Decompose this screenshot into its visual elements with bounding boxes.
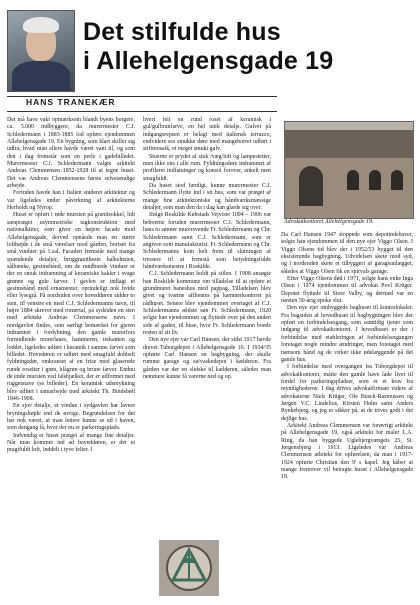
author-byline: HANS TRANEKÆR bbox=[26, 97, 116, 107]
paragraph: hvert felt en rund roset af keramisk i gul/gulbrunfarve, en hel unik detalje. Gulvet på indgangsrepsen er belagt med italiensk terrazzo, endvidere ses smukke døre med mangeborret udført i stiftmosaik, et meget smukt gulv. bbox=[143, 117, 271, 153]
text-column-1 bbox=[7, 117, 135, 455]
mason-emblem-image bbox=[159, 540, 219, 596]
paragraph: Den nye ejer ombyggede baghuset til kontorlokaler. Fra bagsiden af hovedhuset til bagbygningen blev der opført en forbindelsesgang, som samtidig tjener som indgang til advokatkontoret. I hovedhuset er der i forbindelse med etableringen af forbindelsesgangen foretaget nogle mindre ændringer, men foretaget med nænsom hånd og de virker ikke ødelæggende på det gamle hus. bbox=[281, 305, 413, 363]
paragraph: Huset er opført i røde mursten på granitsokkel, lidt sænpræget usymmetriske tagkonstruktion med nationalkitter, som giver en højere facade mod Allehelgensgade, derved opnåede man en større lofthøjde i de små værelser mod gården, bortset fra små vinduer på 1.sal. Facaden fremstår med mange spændende detaljer, bruggranitheste halkehtsten, sålbænke, gesimsbånd, om de rundbuede vinduer er der en smuk indramning af keramiske kakler i svage grønne og gule farver. I gavlen er indlagt et gesimsbånd med ornamenter, oprindeligt nok hvide eller lysegrå. På nordsiden over hoveddøren sidder to sten, til venstre en med C.J. Schledermanns navn, til højre 1884 skrevet med romertal, på sydsiden en sten med arkitekt Andreas Clemmensens navn. I nordgavlen findes, som særligt bemærket for gjeren indramnet i fordybning, den gamle murerfors formidlende murerlaues, hammeren, trekanten og loddet, ligeledes udført i keramik i samme farver som billedet. Hovedøren er udført med smagfuld dobbelt fyldningsdør, omkranset af en frise med glaserede runde rosetter i grøn, blågrøn og brune farver. Endnu de ende mursten ved falsbjælket, der er udformet med ruggetstave (se billeder). En keramisk udsmykning blev udført i samarbejde med arkitekt Th. Bindsbøll 1846-1908. bbox=[7, 212, 135, 403]
photo-door bbox=[299, 166, 323, 206]
author-portrait bbox=[7, 10, 75, 92]
paragraph: I forbindelse med overgangen fra Tuborgdepot til advokatkontoret, måtte den gamle have lade livet til fordel for parkeringspladser, som er et krav fra myndighederne. I dag drives advokatfirmaet videre af advokaterne Niels Krüger, Ole Busck-Rasmussen og Jørgen V.C. Lindelius, Kirsten Holm samt Anders Rynkebjerg, og jeg er sikker på, at de trives godt i det dejlige hus. bbox=[281, 364, 413, 422]
title-line-2: i Allehelgensgade 19 bbox=[83, 47, 334, 75]
portrait-shoulders bbox=[12, 61, 70, 92]
photo-roof bbox=[285, 130, 413, 160]
article-title bbox=[83, 18, 413, 76]
paragraph: Den nye ejer var Carl Hansen, der sidst 1917 havde drevet Tuborgdepot i Allehelgensgade 16. I 1934/35 opførte Carl Hansen en bagbygning, der skulle rumme garage og sø/vaskedepot i kælderen. Fra gården var der en slidske til kælderen, således man nemmere kunne få varerne ned og op. bbox=[143, 337, 271, 381]
paragraph: Forinden havde han i Italien studeret arkitektur og var ligeledes under påvirkning af arkitekterne Herholdt og Nyrop. bbox=[7, 190, 135, 212]
paragraph: Da Carl Hansen 1947 stoppede som depotindehaver, solgte han ejendommen til den nye ejer Viggo Olsen. I Viggo Olsens tid blev der i 1952/53 bygget til den eksisterende bagbygning. Udvidelsen skete mod syd, og i nordenden skete et tilbyggeri af garageanlægget, således at Viggo Olsen fik en spirvals garage. bbox=[281, 232, 413, 275]
photo-window bbox=[347, 170, 359, 190]
paragraph: Efter Viggo Olsens død i 1971, solgte hans enke Inga Olsen i 1974 ejendommen til advokat Povl Krüger. Depotet flyttede til Store Valby, og dermed var en næsten 50-årig epoke slut. bbox=[281, 276, 413, 305]
photo-window bbox=[391, 170, 403, 190]
paragraph: Stuerne er prydet af stuk /væg/loft og lampestetter, men ikke ens i alle rum. Fyldningsdøre indrammet af profileret indfatninger og konsol forover, enkelt men smagfuldt. bbox=[143, 153, 271, 182]
portrait-hair bbox=[23, 17, 59, 33]
emblem-hammer bbox=[183, 558, 195, 563]
title-line-1: Det stilfulde hus bbox=[83, 18, 281, 46]
paragraph: C.J. Schledermann holdt på stilen. I 1908 ansøgte han Roskilde kommune om tilladelse til at opføre et grundmuret baneshus med pappag. Tilladelsen blev givet og tværne affhentes på kæmnerkontoret på rådhuset. Senere blev ejendommen overtaget af C.J. Schledermanns ældste søn Fr. Schledermann, 1920 solgte han ejendommen og flyttede over på den anden side af gaden, til huse, hvor Fr. Schledermann boede resten af sit liv. bbox=[143, 271, 271, 336]
photo-caption: Advokatkontoret Allehelgensgade 19. bbox=[284, 219, 374, 225]
text-column-2 bbox=[143, 117, 271, 381]
paragraph: En sjov detalje, et vindue i sydgavlen har lavere bryningshøjde end de øvrige. Begrundelsen for det har nok været, at man lettere kunne se ud i haven, som dengang lå, hvor der nu er parkeringsplads. bbox=[7, 403, 135, 432]
article-header bbox=[0, 0, 420, 110]
building-photo bbox=[284, 121, 414, 219]
photo-window bbox=[369, 170, 381, 190]
paragraph: Det må have vakt opmærksom blandt byens borgere, ca. 5.000 indbyggere, da murermester C.J. Schledermann i 1883-1885 lod opføre ejendommen Allehelgensgade 19. En bygning, som klart skiller sig udfra, hvad man ellers havde været vant til, og som den i dag fremstår som en perle i gadebilledet. Murermester C.J. Schledermann valgte arkitekt Andreas Clemmensen 1852-1928 til at tegne huset. Det var Andreas Clemmensens første selvstændige arbejde. bbox=[7, 117, 135, 190]
paragraph: Arkitekt Andreas Clemmensen var forøvrigt arkitekt på Allehelgensgade 19, også arkitekt for maler L.A. Ring, da han byggede Uglebjergvængets 25, St. Jørgensbjerg i 1913. Ligeledes var Andreas Clemmensen arkitekt for opførelsen, da man i 1917-1924 opførte Christian den 9' s kapel. Jeg håber at mange fremover vil betragte huset i Allehelgensgade 19. bbox=[281, 422, 413, 481]
paragraph: Ifølge Roskilde Købstads Vejviser 1094 – 1906 var beboerne foruden murermester C.J. Schledermann, hans to sønner murersvende Fr. Schledermann og Chr. Schledermann samt C.J. Schledermann, som er angiven som manufakturist. Fr. Schledermann og Chr. Schledermanns kom helt frem til slutningen af tressere til at fremstå som betydningsfulde håndværksmestre i Roskilde. bbox=[143, 212, 271, 270]
paragraph: Indvendig er huset præget af mange fine detaljer. Når man kommer ind ad hoveddøren, er der et pragtfuldt loft, inddelt i tyve felter. I bbox=[7, 432, 135, 454]
text-column-3 bbox=[281, 232, 413, 482]
paragraph: Da huset stod færdigt, kunne murermester C.J. Schledermann flytte ind i sit hus, som var præget af mange fine arkitektoniske og håndværksmæssige detaljer, som man den da i dag kan glæde sig over. bbox=[143, 183, 271, 212]
